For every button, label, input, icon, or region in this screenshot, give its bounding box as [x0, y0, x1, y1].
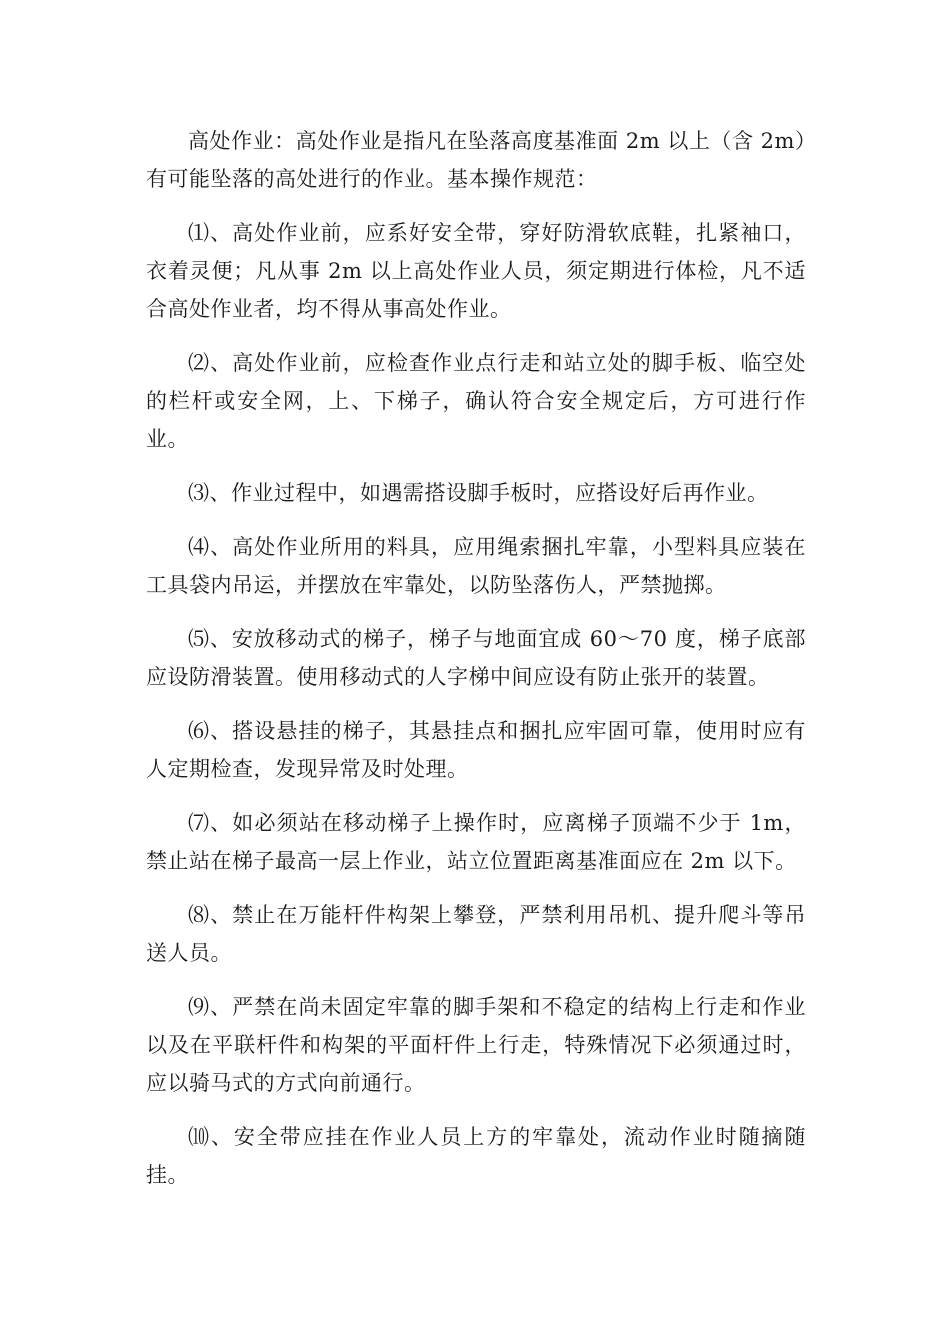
rule-item-9: ⑼、严禁在尚未固定牢靠的脚手架和不稳定的结构上行走和作业以及在平联杆件和构架的平面杆件上行走，特殊情况下必须通过时，应以骑马式的方式向前通行。 [146, 995, 806, 1095]
rule-item-4: ⑷、高处作业所用的料具，应用绳索捆扎牢靠，小型料具应装在工具袋内吊运，并摆放在牢靠处，以防坠落伤人，严禁抛掷。 [146, 535, 806, 597]
intro-paragraph: 高处作业：高处作业是指凡在坠落高度基准面 2m 以上（含 2m）有可能坠落的高处进行的作业。基本操作规范： [146, 129, 806, 191]
rule-item-7: ⑺、如必须站在移动梯子上操作时，应离梯子顶端不少于 1m，禁止站在梯子最高一层上作业，站立位置距离基准面应在 2m 以下。 [146, 811, 806, 873]
document-body [146, 122, 806, 1210]
rule-item-3: ⑶、作业过程中，如遇需搭设脚手板时，应搭设好后再作业。 [188, 481, 769, 505]
rule-item-1: ⑴、高处作业前，应系好安全带，穿好防滑软底鞋，扎紧袖口，衣着灵便；凡从事 2m 以上高处作业人员，须定期进行体检，凡不适合高处作业者，均不得从事高处作业。 [146, 221, 806, 321]
rule-item-6: ⑹、搭设悬挂的梯子，其悬挂点和捆扎应牢固可靠，使用时应有人定期检查，发现异常及时处理。 [146, 719, 806, 781]
rule-item-8: ⑻、禁止在万能杆件构架上攀登，严禁利用吊机、提升爬斗等吊送人员。 [146, 903, 806, 965]
rule-item-5: ⑸、安放移动式的梯子，梯子与地面宜成 60～70 度，梯子底部应设防滑装置。使用移动式的人字梯中间应设有防止张开的装置。 [146, 627, 806, 689]
rule-item-10: ⑽、安全带应挂在作业人员上方的牢靠处，流动作业时随摘随挂。 [146, 1125, 806, 1187]
rule-item-2: ⑵、高处作业前，应检查作业点行走和站立处的脚手板、临空处的栏杆或安全网，上、下梯子，确认符合安全规定后，方可进行作业。 [146, 351, 806, 451]
